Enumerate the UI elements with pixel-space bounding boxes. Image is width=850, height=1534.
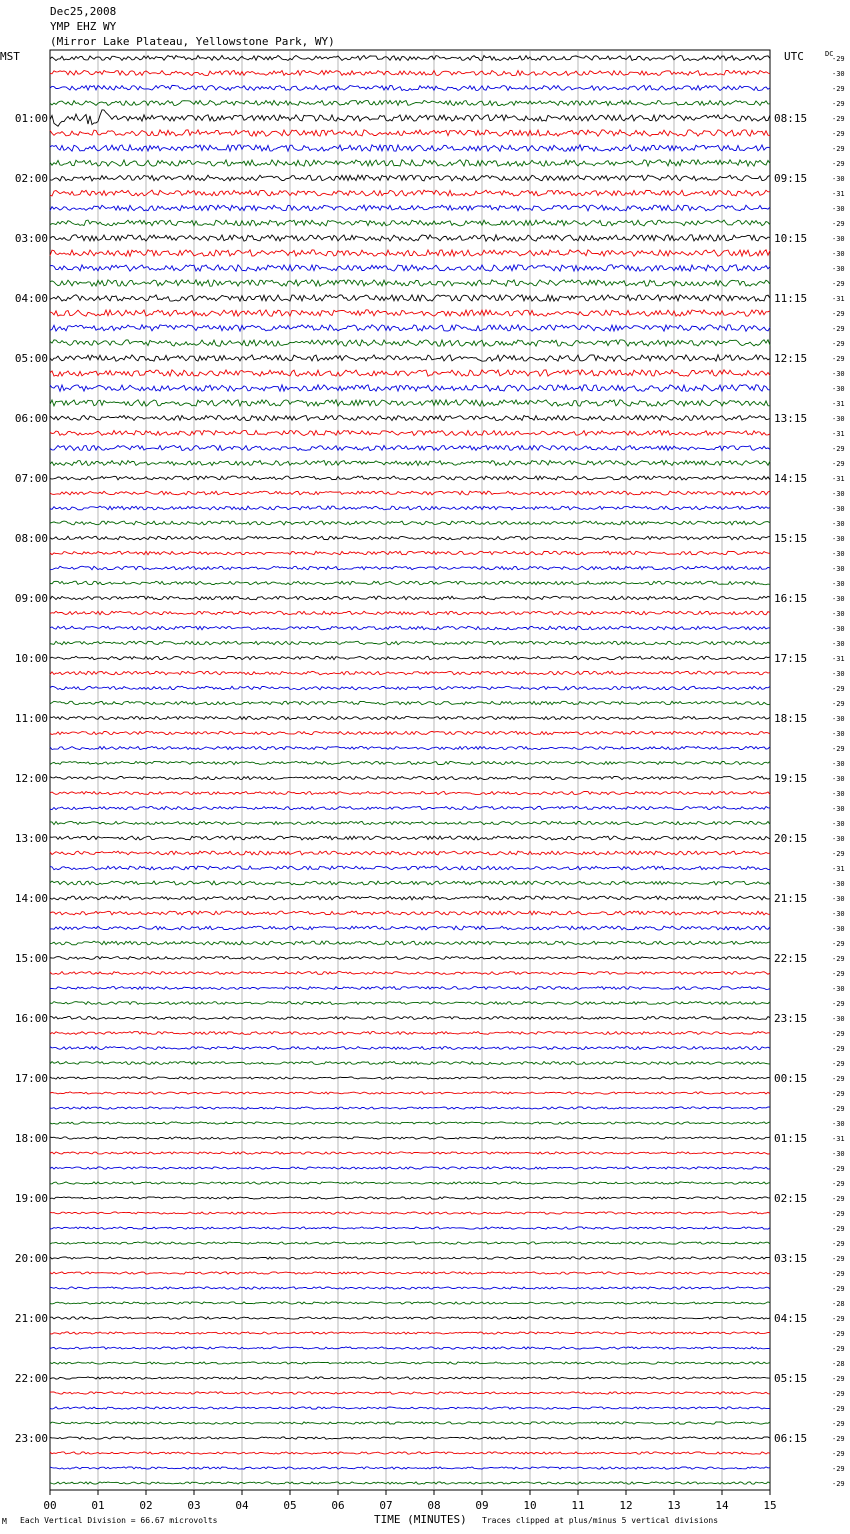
seismic-trace <box>50 100 770 105</box>
seismic-trace <box>50 1182 770 1184</box>
scale-note: Each Vertical Division = 66.67 microvolts <box>20 1516 218 1525</box>
seismic-trace <box>50 385 770 391</box>
seismic-trace <box>50 310 770 316</box>
seismic-trace <box>50 957 770 960</box>
x-tick-label: 02 <box>139 1499 153 1512</box>
seismic-trace <box>50 611 770 615</box>
dc-offset-label: -29 <box>832 955 845 963</box>
seismic-trace <box>50 460 770 465</box>
utc-hour-label: 23:15 <box>774 1012 808 1025</box>
dc-offset-label: -29 <box>832 700 845 708</box>
seismic-trace <box>50 1047 770 1050</box>
dc-offset-label: -30 <box>832 835 845 843</box>
seismic-trace <box>50 355 770 361</box>
mst-hour-label: 07:00 <box>14 472 48 485</box>
mst-hour-label: 21:00 <box>14 1312 48 1325</box>
mst-hour-label: 06:00 <box>14 412 48 425</box>
utc-hour-label: 02:15 <box>774 1192 808 1205</box>
mst-hour-label: 14:00 <box>14 892 48 905</box>
dc-offset-label: -30 <box>832 415 845 423</box>
utc-hour-label: 04:15 <box>774 1312 808 1325</box>
seismic-trace <box>50 791 770 794</box>
dc-offset-label: -29 <box>832 115 845 123</box>
mst-hour-label: 16:00 <box>14 1012 48 1025</box>
seismic-trace <box>50 56 770 61</box>
dc-offset-label: -29 <box>832 685 845 693</box>
seismic-trace <box>50 1212 770 1214</box>
seismic-trace <box>50 1332 770 1334</box>
dc-offset-label: -30 <box>832 820 845 828</box>
x-tick-label: 12 <box>619 1499 633 1512</box>
seismic-trace <box>50 110 770 126</box>
utc-hour-label: 00:15 <box>774 1072 808 1085</box>
dc-offset-label: -29 <box>832 1330 845 1338</box>
utc-hour-labels <box>774 112 807 1445</box>
x-tick-label: 06 <box>331 1499 345 1512</box>
utc-hour-label: 11:15 <box>774 292 808 305</box>
dc-offset-label: -29 <box>832 1465 845 1473</box>
seismic-trace <box>50 1377 770 1379</box>
seismic-trace <box>50 1347 770 1349</box>
seismic-trace <box>50 836 770 840</box>
seismic-trace <box>50 716 770 719</box>
seismic-trace <box>50 85 770 90</box>
dc-offset-label: -29 <box>832 100 845 108</box>
seismic-trace <box>50 566 770 570</box>
utc-hour-label: 10:15 <box>774 232 808 245</box>
mst-hour-label: 17:00 <box>14 1072 48 1085</box>
dc-offset-label: -30 <box>832 550 845 558</box>
utc-hour-label: 17:15 <box>774 652 808 665</box>
seismic-trace <box>50 1482 770 1484</box>
dc-offset-label: -29 <box>832 1345 845 1353</box>
dc-offset-label: -30 <box>832 760 845 768</box>
seismic-trace <box>50 656 770 659</box>
dc-offset-label: -29 <box>832 850 845 858</box>
x-tick-label: 11 <box>571 1499 585 1512</box>
seismic-trace <box>50 596 770 600</box>
seismic-trace <box>50 416 770 421</box>
mst-hour-label: 01:00 <box>14 112 48 125</box>
x-tick-label: 09 <box>475 1499 489 1512</box>
dc-offset-label: -30 <box>832 580 845 588</box>
mst-hour-label: 11:00 <box>14 712 48 725</box>
dc-offset-label: -29 <box>832 460 845 468</box>
dc-offset-label: -28 <box>832 1300 845 1308</box>
seismic-trace <box>50 1272 770 1274</box>
mst-hour-label: 18:00 <box>14 1132 48 1145</box>
x-tick-label: 05 <box>283 1499 297 1512</box>
dc-offset-label: -28 <box>832 1360 845 1368</box>
seismic-trace <box>50 701 770 705</box>
seismic-trace <box>50 941 770 945</box>
seismic-trace <box>50 551 770 555</box>
dc-offset-label: -30 <box>832 910 845 918</box>
seismic-trace <box>50 866 770 870</box>
mst-hour-label: 13:00 <box>14 832 48 845</box>
seismic-trace <box>50 71 770 76</box>
x-axis-title: TIME (MINUTES) <box>374 1513 467 1526</box>
dc-offset-label: -29 <box>832 1450 845 1458</box>
utc-hour-label: 13:15 <box>774 412 808 425</box>
dc-offset-label: -31 <box>832 1135 845 1143</box>
seismic-trace <box>50 881 770 885</box>
seismic-trace <box>50 671 770 675</box>
mst-hour-label: 19:00 <box>14 1192 48 1205</box>
dc-offset-label: -30 <box>832 775 845 783</box>
seismic-trace <box>50 491 770 495</box>
seismic-trace <box>50 1227 770 1229</box>
dc-offset-label: -29 <box>832 325 845 333</box>
dc-offset-label: -29 <box>832 310 845 318</box>
x-tick-label: 10 <box>523 1499 537 1512</box>
mst-hour-label: 23:00 <box>14 1432 48 1445</box>
dc-offset-label: -29 <box>832 55 845 63</box>
seismic-trace <box>50 896 770 900</box>
mst-hour-label: 02:00 <box>14 172 48 185</box>
utc-hour-label: 03:15 <box>774 1252 808 1265</box>
x-tick-label: 14 <box>715 1499 729 1512</box>
mst-hour-label: 09:00 <box>14 592 48 605</box>
dc-offset-label: -30 <box>832 490 845 498</box>
dc-offset-label: -31 <box>832 190 845 198</box>
dc-offset-label: -29 <box>832 1210 845 1218</box>
dc-offset-label: -29 <box>832 1480 845 1488</box>
seismic-trace <box>50 1107 770 1109</box>
seismic-trace <box>50 476 770 480</box>
dc-offset-label: -30 <box>832 880 845 888</box>
seismic-trace <box>50 145 770 151</box>
seismic-trace <box>50 325 770 331</box>
dc-offset-label: -29 <box>832 940 845 948</box>
utc-hour-label: 22:15 <box>774 952 808 965</box>
dc-offset-label: -29 <box>832 85 845 93</box>
dc-offset-label: -30 <box>832 505 845 513</box>
dc-offset-label: -30 <box>832 670 845 678</box>
utc-hour-label: 01:15 <box>774 1132 808 1145</box>
utc-hour-label: 05:15 <box>774 1372 808 1385</box>
seismic-trace <box>50 1122 770 1124</box>
dc-offset-label: -30 <box>832 70 845 78</box>
dc-label: DC <box>825 50 834 58</box>
seismic-trace <box>50 1362 770 1364</box>
dc-offset-label: -29 <box>832 160 845 168</box>
mst-hour-label: 08:00 <box>14 532 48 545</box>
dc-offset-label: -29 <box>832 1240 845 1248</box>
utc-hour-label: 21:15 <box>774 892 808 905</box>
dc-offset-label: -29 <box>832 340 845 348</box>
seismic-trace <box>50 1422 770 1424</box>
seismic-trace <box>50 521 770 525</box>
dc-offset-label: -29 <box>832 1435 845 1443</box>
dc-offset-label: -30 <box>832 565 845 573</box>
dc-offset-label: -29 <box>832 1315 845 1323</box>
dc-offset-label: -29 <box>832 1195 845 1203</box>
seismic-trace <box>50 1437 770 1439</box>
seismic-trace <box>50 686 770 690</box>
seismic-trace <box>50 972 770 975</box>
utc-hour-label: 09:15 <box>774 172 808 185</box>
dc-offset-label: -29 <box>832 220 845 228</box>
seismic-trace <box>50 851 770 855</box>
dc-offset-label: -30 <box>832 1150 845 1158</box>
dc-offset-label: -30 <box>832 235 845 243</box>
dc-offset-label: -29 <box>832 1225 845 1233</box>
dc-offset-label: -31 <box>832 430 845 438</box>
dc-offset-label: -29 <box>832 1060 845 1068</box>
dc-offset-label: -29 <box>832 145 845 153</box>
dc-offset-label: -29 <box>832 1255 845 1263</box>
corner-mark: M <box>2 1517 7 1526</box>
utc-hour-label: 06:15 <box>774 1432 808 1445</box>
dc-offset-label: -29 <box>832 1270 845 1278</box>
seismic-trace <box>50 1257 770 1259</box>
utc-hour-label: 08:15 <box>774 112 808 125</box>
mst-hour-label: 10:00 <box>14 652 48 665</box>
utc-hour-label: 19:15 <box>774 772 808 785</box>
x-tick-label: 07 <box>379 1499 393 1512</box>
seismic-trace <box>50 536 770 540</box>
seismic-trace <box>50 1017 770 1020</box>
dc-offset-label: -30 <box>832 595 845 603</box>
seismic-trace <box>50 1092 770 1094</box>
dc-offset-label: -29 <box>832 745 845 753</box>
dc-offset-labels <box>832 55 845 1488</box>
dc-offset-label: -29 <box>832 1075 845 1083</box>
dc-offset-label: -29 <box>832 1030 845 1038</box>
utc-hour-label: 20:15 <box>774 832 808 845</box>
dc-offset-label: -30 <box>832 250 845 258</box>
dc-offset-label: -30 <box>832 730 845 738</box>
seismic-trace <box>50 190 770 196</box>
dc-offset-label: -29 <box>832 355 845 363</box>
dc-offset-label: -30 <box>832 805 845 813</box>
x-tick-label: 15 <box>763 1499 777 1512</box>
dc-offset-label: -29 <box>832 1405 845 1413</box>
mst-hour-label: 12:00 <box>14 772 48 785</box>
seismic-trace <box>50 1077 770 1079</box>
seismic-trace <box>50 370 770 376</box>
seismic-trace <box>50 295 770 301</box>
dc-offset-label: -30 <box>832 715 845 723</box>
x-tick-label: 13 <box>667 1499 681 1512</box>
seismic-trace <box>50 581 770 585</box>
mst-hour-labels <box>15 112 48 1445</box>
dc-offset-label: -30 <box>832 265 845 273</box>
dc-offset-label: -30 <box>832 1120 845 1128</box>
seismic-trace <box>50 1062 770 1065</box>
clip-note: Traces clipped at plus/minus 5 vertical divisions <box>482 1516 719 1525</box>
seismic-trace <box>50 1317 770 1319</box>
dc-offset-label: -30 <box>832 640 845 648</box>
seismic-trace <box>50 1287 770 1289</box>
dc-offset-label: -29 <box>832 1420 845 1428</box>
dc-offset-label: -29 <box>832 1045 845 1053</box>
seismic-trace <box>50 776 770 779</box>
utc-hour-label: 14:15 <box>774 472 808 485</box>
dc-offset-label: -29 <box>832 970 845 978</box>
utc-axis-label: UTC <box>784 50 804 63</box>
seismic-trace <box>50 1452 770 1454</box>
seismic-trace <box>50 1167 770 1169</box>
seismic-trace <box>50 987 770 990</box>
seismic-trace <box>50 1197 770 1199</box>
dc-offset-label: -29 <box>832 1375 845 1383</box>
seismic-trace <box>50 1002 770 1005</box>
dc-offset-label: -30 <box>832 1015 845 1023</box>
dc-offset-label: -30 <box>832 520 845 528</box>
seismic-trace <box>50 1467 770 1469</box>
dc-offset-label: -29 <box>832 280 845 288</box>
seismic-trace <box>50 761 770 764</box>
mst-hour-label: 22:00 <box>14 1372 48 1385</box>
x-tick-label: 04 <box>235 1499 249 1512</box>
seismic-trace <box>50 506 770 510</box>
dc-offset-label: -29 <box>832 1090 845 1098</box>
dc-offset-label: -29 <box>832 1390 845 1398</box>
dc-offset-label: -30 <box>832 385 845 393</box>
seismic-trace <box>50 340 770 346</box>
mst-hour-label: 05:00 <box>14 352 48 365</box>
dc-offset-label: -31 <box>832 295 845 303</box>
seismic-trace <box>50 746 770 749</box>
dc-offset-label: -31 <box>832 400 845 408</box>
dc-offset-label: -29 <box>832 1165 845 1173</box>
dc-offset-label: -30 <box>832 535 845 543</box>
dc-offset-label: -29 <box>832 445 845 453</box>
dc-offset-label: -30 <box>832 790 845 798</box>
seismic-trace <box>50 926 770 930</box>
header-station: YMP EHZ WY <box>50 20 117 33</box>
x-axis-ticks <box>43 1490 776 1512</box>
seismic-trace <box>50 235 770 241</box>
dc-offset-label: -30 <box>832 205 845 213</box>
dc-offset-label: -30 <box>832 370 845 378</box>
seismic-trace <box>50 1032 770 1035</box>
seismic-trace <box>50 250 770 256</box>
mst-hour-label: 20:00 <box>14 1252 48 1265</box>
seismic-trace <box>50 821 770 824</box>
mst-hour-label: 04:00 <box>14 292 48 305</box>
x-tick-label: 08 <box>427 1499 441 1512</box>
seismic-trace <box>50 1392 770 1394</box>
dc-offset-label: -30 <box>832 625 845 633</box>
dc-offset-label: -31 <box>832 475 845 483</box>
seismic-trace <box>50 626 770 630</box>
dc-offset-label: -29 <box>832 1000 845 1008</box>
seismic-trace <box>50 265 770 271</box>
seismic-trace <box>50 1137 770 1139</box>
seismic-trace <box>50 731 770 734</box>
utc-hour-label: 16:15 <box>774 592 808 605</box>
seismic-trace <box>50 430 770 435</box>
x-tick-label: 00 <box>43 1499 57 1512</box>
seismic-trace <box>50 1152 770 1154</box>
dc-offset-label: -29 <box>832 1285 845 1293</box>
seismic-trace <box>50 806 770 809</box>
utc-hour-label: 15:15 <box>774 532 808 545</box>
header-location: (Mirror Lake Plateau, Yellowstone Park, WY) <box>50 35 335 48</box>
seismic-trace <box>50 1242 770 1244</box>
seismic-trace <box>50 446 770 451</box>
mst-axis-label: MST <box>0 50 20 63</box>
mst-hour-label: 03:00 <box>14 232 48 245</box>
seismic-trace <box>50 130 770 136</box>
trace-group <box>50 56 770 1485</box>
seismic-trace <box>50 400 770 406</box>
dc-offset-label: -29 <box>832 130 845 138</box>
seismic-trace <box>50 1302 770 1304</box>
dc-offset-label: -29 <box>832 1105 845 1113</box>
utc-hour-label: 18:15 <box>774 712 808 725</box>
seismic-trace <box>50 911 770 915</box>
seismic-trace <box>50 205 770 211</box>
x-tick-label: 01 <box>91 1499 105 1512</box>
seismic-trace <box>50 160 770 166</box>
dc-offset-label: -30 <box>832 985 845 993</box>
seismic-trace <box>50 220 770 226</box>
dc-offset-label: -30 <box>832 925 845 933</box>
seismic-trace <box>50 280 770 286</box>
seismic-trace <box>50 1407 770 1409</box>
dc-offset-label: -30 <box>832 895 845 903</box>
dc-offset-label: -29 <box>832 1180 845 1188</box>
dc-offset-label: -30 <box>832 175 845 183</box>
seismic-trace <box>50 641 770 645</box>
dc-offset-label: -30 <box>832 610 845 618</box>
header-date: Dec25,2008 <box>50 5 117 18</box>
mst-hour-label: 15:00 <box>14 952 48 965</box>
dc-offset-label: -31 <box>832 655 845 663</box>
x-tick-label: 03 <box>187 1499 201 1512</box>
seismic-trace <box>50 175 770 181</box>
utc-hour-label: 12:15 <box>774 352 808 365</box>
dc-offset-label: -31 <box>832 865 845 873</box>
